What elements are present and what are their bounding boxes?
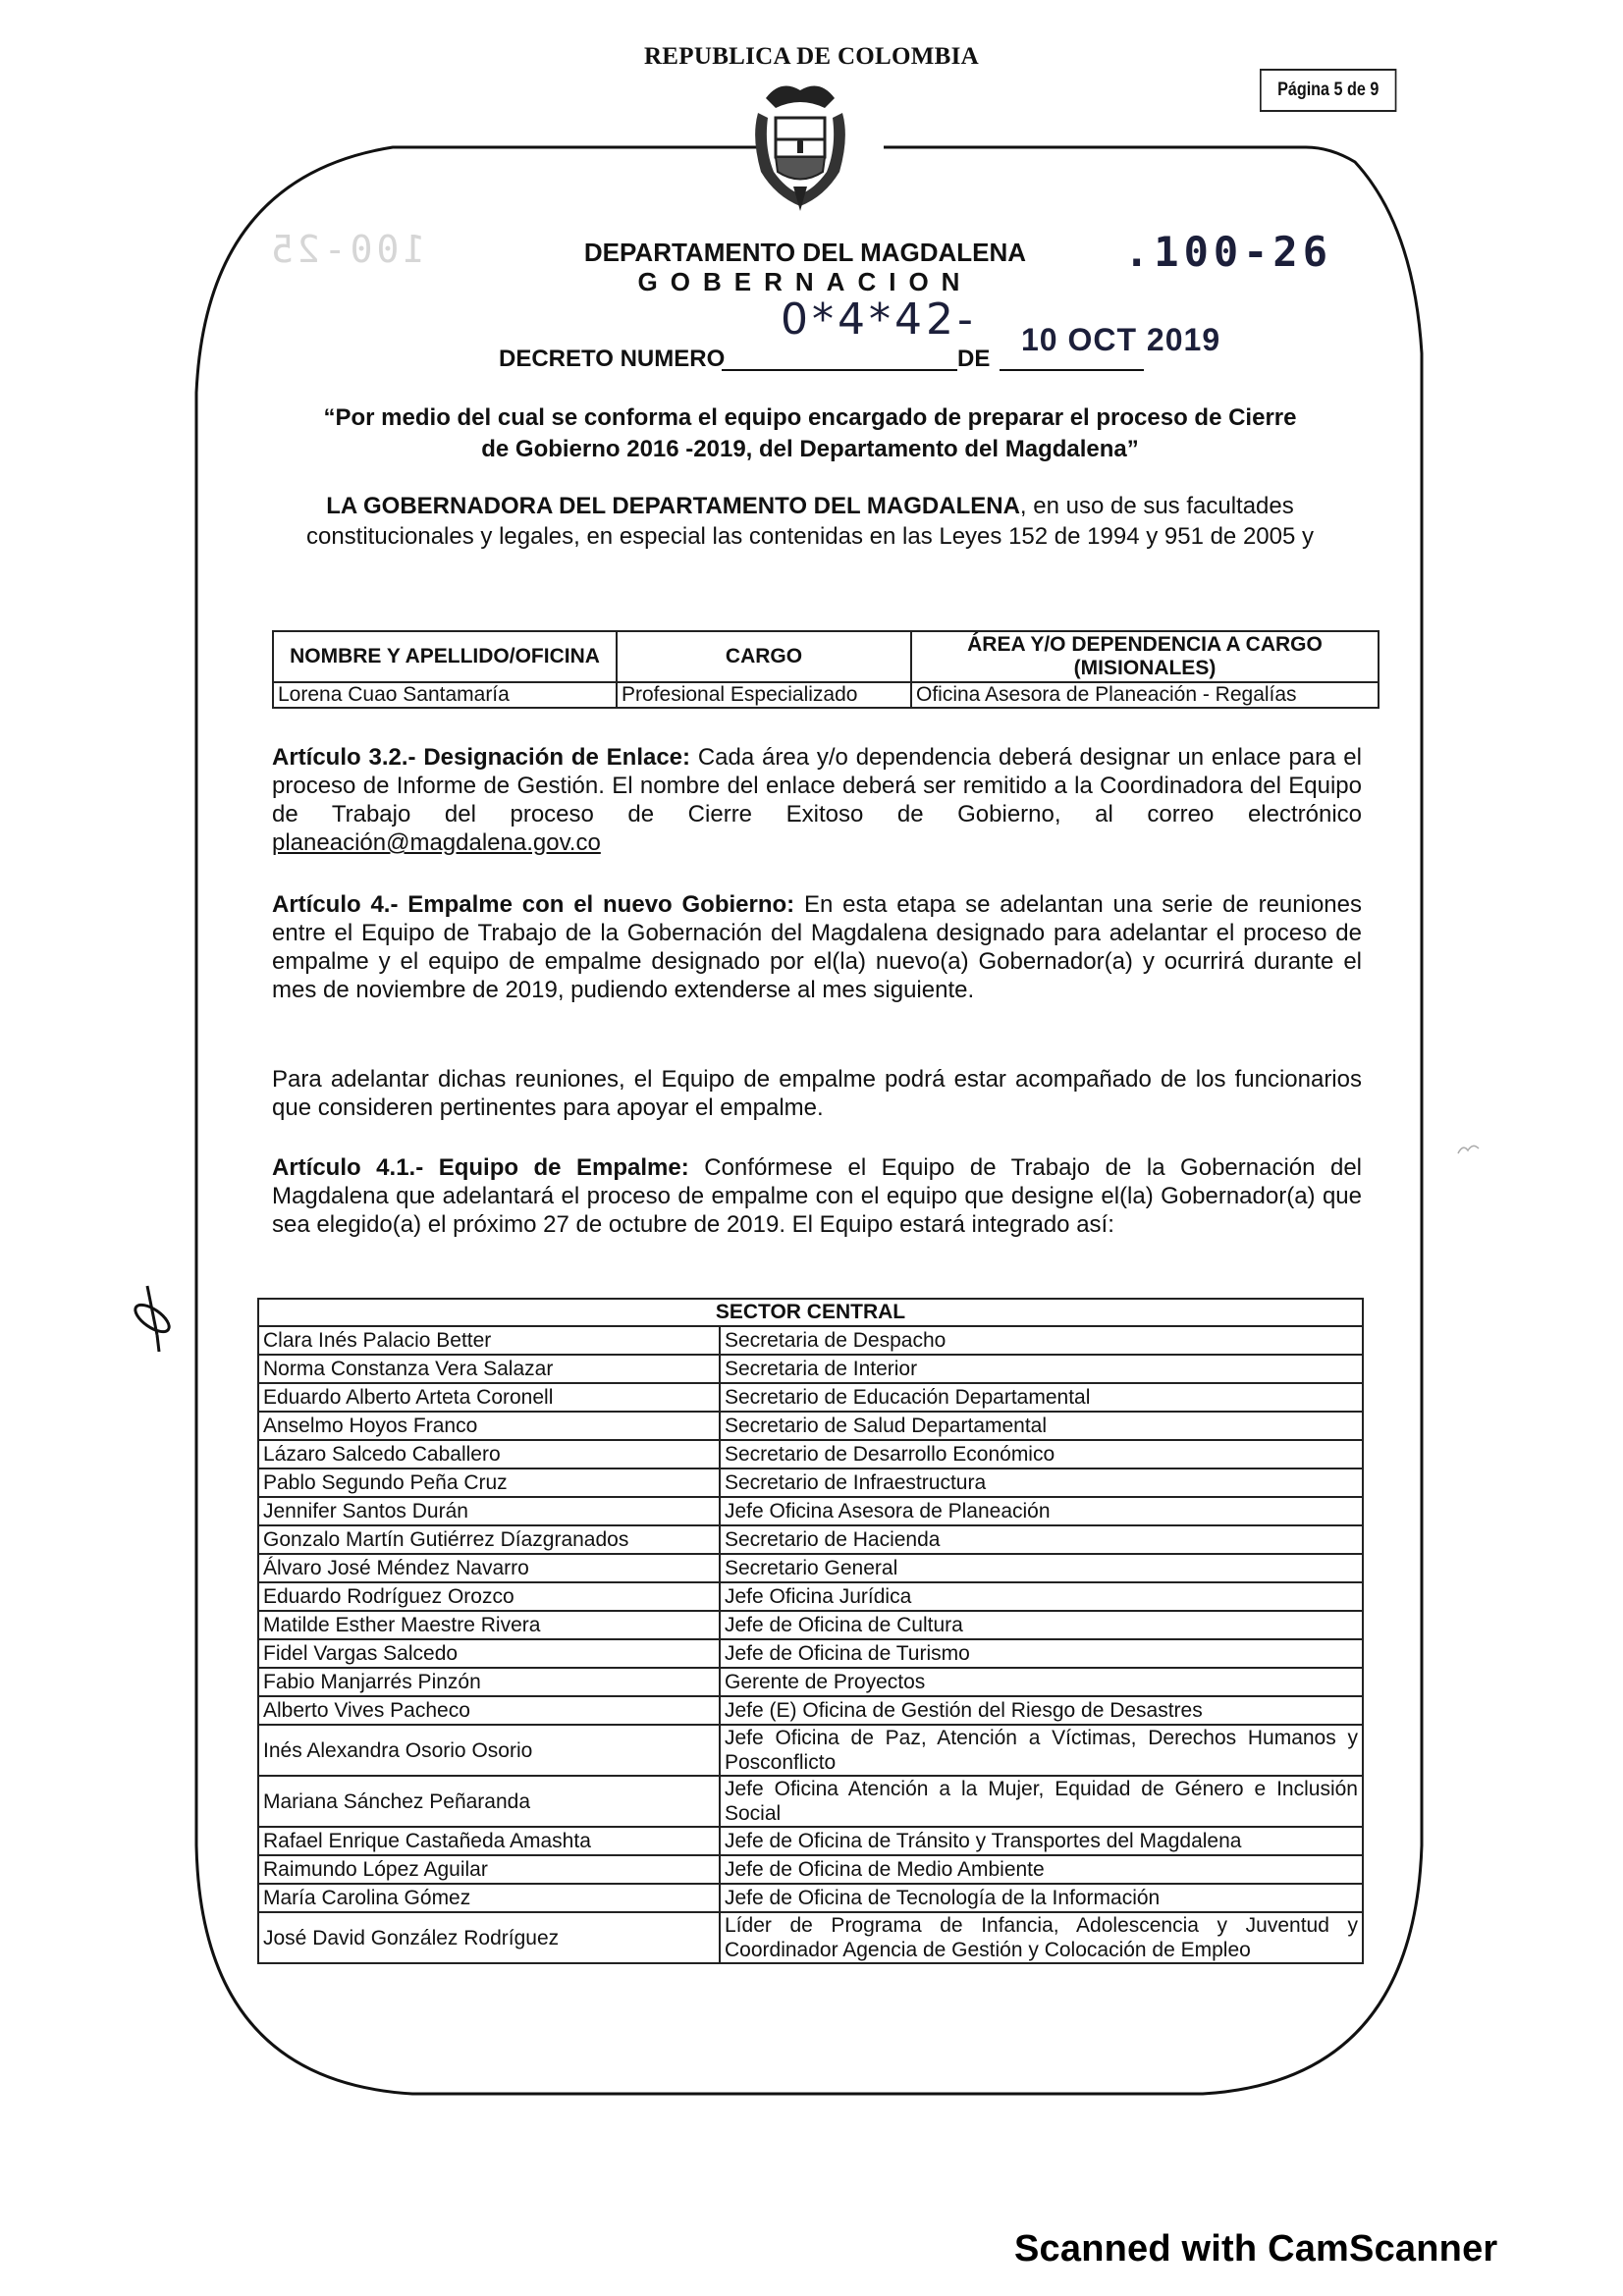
cell-member-role: Jefe de Oficina de Tecnología de la Información	[720, 1884, 1363, 1912]
table-row	[258, 1884, 1363, 1912]
cell-member-role: Secretario General	[720, 1554, 1363, 1582]
scanner-watermark: Scanned with CamScanner	[1014, 2228, 1498, 2269]
stray-pen-mark-icon	[1453, 1139, 1483, 1158]
cell-member-name: Eduardo Alberto Arteta Coronell	[258, 1383, 720, 1412]
article-text: Para adelantar dichas reuniones, el Equipo de empalme podrá estar acompañado de los funcionarios que consideren pertinentes para apoyar el empalme.	[272, 1066, 1362, 1121]
decree-date-label: DE	[957, 346, 991, 372]
preamble-authority: LA GOBERNADORA DEL DEPARTAMENTO DEL MAGDALENA	[326, 493, 1020, 519]
cell-member-role: Gerente de Proyectos	[720, 1668, 1363, 1696]
cell-member-role: Secretaria de Despacho	[720, 1326, 1363, 1355]
preamble-text: , en uso de sus facultades constitucionales y legales, en especial las contenidas en las Leyes 152 de 1994 y 951 de 2005 y	[305, 493, 1315, 550]
table-row	[258, 1440, 1363, 1468]
decree-number: 0*4*42-	[781, 294, 977, 345]
cell-member-role: Jefe de Oficina de Turismo	[720, 1639, 1363, 1668]
article-4-1	[272, 1153, 1362, 1239]
cell-member-name: Pablo Segundo Peña Cruz	[258, 1468, 720, 1497]
colombia-coat-of-arms-icon	[746, 79, 854, 211]
cell-member-name: Anselmo Hoyos Franco	[258, 1412, 720, 1440]
cell-member-role: Líder de Programa de Infancia, Adolescencia y Juventud y Coordinador Agencia de Gestión y Colocación de Empleo	[720, 1912, 1363, 1963]
team-table	[257, 1298, 1364, 1964]
cell-member-name: María Carolina Gómez	[258, 1884, 720, 1912]
cell-member-name: Norma Constanza Vera Salazar	[258, 1355, 720, 1383]
cell-member-role: Jefe (E) Oficina de Gestión del Riesgo de Desastres	[720, 1696, 1363, 1725]
table-row	[258, 1355, 1363, 1383]
cell-member-role: Jefe de Oficina de Medio Ambiente	[720, 1855, 1363, 1884]
cell-member-role: Secretario de Educación Departamental	[720, 1383, 1363, 1412]
cell-member-role: Secretario de Salud Departamental	[720, 1412, 1363, 1440]
article-4-paragraph-2	[272, 1065, 1362, 1122]
cell-member-name: Raimundo López Aguilar	[258, 1855, 720, 1884]
cell-member-role: Jefe Oficina Jurídica	[720, 1582, 1363, 1611]
table-row	[258, 1582, 1363, 1611]
column-header-name: NOMBRE Y APELLIDO/OFICINA	[273, 631, 617, 682]
page-indicator	[1260, 69, 1396, 112]
cell-member-name: José David González Rodríguez	[258, 1912, 720, 1963]
cell-member-name: Clara Inés Palacio Better	[258, 1326, 720, 1355]
table-row	[258, 1497, 1363, 1525]
cell-member-name: Gonzalo Martín Gutiérrez Díazgranados	[258, 1525, 720, 1554]
cell-member-role: Secretario de Hacienda	[720, 1525, 1363, 1554]
cell-member-role: Jefe de Oficina de Cultura	[720, 1611, 1363, 1639]
handwritten-initial-icon	[128, 1281, 187, 1360]
table-row	[258, 1855, 1363, 1884]
cell-name: Lorena Cuao Santamaría	[273, 682, 617, 708]
cell-area: Oficina Asesora de Planeación - Regalías	[911, 682, 1379, 708]
cell-member-name: Alberto Vives Pacheco	[258, 1696, 720, 1725]
stamp-number: .100-26	[1124, 228, 1333, 276]
table-row	[258, 1383, 1363, 1412]
decree-date: 10 OCT 2019	[1021, 322, 1221, 357]
article-3-2	[272, 743, 1362, 857]
table-row	[258, 1725, 1363, 1776]
cell-member-name: Lázaro Salcedo Caballero	[258, 1440, 720, 1468]
table-row	[258, 1776, 1363, 1827]
cell-member-name: Eduardo Rodríguez Orozco	[258, 1582, 720, 1611]
cell-member-role: Jefe Oficina Atención a la Mujer, Equidad de Género e Inclusión Social	[720, 1776, 1363, 1827]
table-row	[258, 1912, 1363, 1963]
column-header-cargo: CARGO	[617, 631, 911, 682]
column-header-area: ÁREA Y/O DEPENDENCIA A CARGO (MISIONALES)	[911, 631, 1379, 682]
cell-member-name: Inés Alexandra Osorio Osorio	[258, 1725, 720, 1776]
article-heading: Artículo 4.1.- Equipo de Empalme:	[272, 1154, 689, 1181]
cell-member-name: Fabio Manjarrés Pinzón	[258, 1668, 720, 1696]
table-row	[258, 1827, 1363, 1855]
cell-member-name: Rafael Enrique Castañeda Amashta	[258, 1827, 720, 1855]
table-row	[258, 1326, 1363, 1355]
cell-member-role: Jefe Oficina Asesora de Planeación	[720, 1497, 1363, 1525]
article-4	[272, 890, 1362, 1004]
table-row	[258, 1611, 1363, 1639]
table-row	[273, 682, 1379, 708]
ghost-stamp-bleedthrough: 100-25	[267, 228, 426, 271]
cell-member-name: Jennifer Santos Durán	[258, 1497, 720, 1525]
decree-title	[265, 402, 1355, 465]
decree-title-line-2: de Gobierno 2016 -2019, del Departamento del Magdalena”	[481, 436, 1139, 462]
decree-title-line-1: “Por medio del cual se conforma el equipo encargado de preparar el proceso de Cierre	[323, 404, 1297, 431]
decree-number-label: DECRETO NUMERO	[499, 346, 726, 372]
cell-member-role: Jefe de Oficina de Tránsito y Transportes del Magdalena	[720, 1827, 1363, 1855]
cell-member-role: Secretario de Desarrollo Económico	[720, 1440, 1363, 1468]
email-link[interactable]: planeación@magdalena.gov.co	[272, 829, 601, 856]
department-name: DEPARTAMENTO DEL MAGDALENA	[583, 238, 1027, 267]
table-header-row	[273, 631, 1379, 682]
table-row	[258, 1525, 1363, 1554]
cell-member-name: Álvaro José Méndez Navarro	[258, 1554, 720, 1582]
article-heading: Artículo 3.2.- Designación de Enlace:	[272, 744, 691, 771]
table-row	[258, 1412, 1363, 1440]
article-text: Confórmese el Equipo de Trabajo de la Gobernación del Magdalena que adelantará el proceso de empalme con el equipo que designe el(la) Gobernador(a) que sea elegido(a) el próximo 27 de octubre de 2019. El Equipo estará integrado así:	[272, 1154, 1363, 1238]
sector-header: SECTOR CENTRAL	[258, 1299, 1363, 1326]
cell-cargo: Profesional Especializado	[617, 682, 911, 708]
table-row	[258, 1668, 1363, 1696]
decree-date-line	[1000, 369, 1144, 371]
cell-member-role: Secretario de Infraestructura	[720, 1468, 1363, 1497]
article-text: Cada área y/o dependencia deberá designar un enlace para el proceso de Informe de Gestión. El nombre del enlace deberá ser remitido a la Coordinadora del Equipo de Trabajo del proceso de Cierre Exitoso de Gobierno, al correo electrónico	[272, 744, 1362, 828]
cell-member-name: Matilde Esther Maestre Rivera	[258, 1611, 720, 1639]
office-name: GOBERNACION	[637, 267, 973, 296]
table-header-row	[258, 1299, 1363, 1326]
article-heading: Artículo 4.- Empalme con el nuevo Gobierno:	[272, 891, 795, 918]
table-row	[258, 1468, 1363, 1497]
preamble	[265, 491, 1355, 552]
country-heading: REPUBLICA DE COLOMBIA	[643, 43, 980, 70]
table-row	[258, 1554, 1363, 1582]
page-indicator-text: Página 5 de 9	[1277, 80, 1380, 100]
table-row	[258, 1696, 1363, 1725]
cell-member-role: Jefe Oficina de Paz, Atención a Víctimas, Derechos Humanos y Posconflicto	[720, 1725, 1363, 1776]
cell-member-name: Fidel Vargas Salcedo	[258, 1639, 720, 1668]
cell-member-name: Mariana Sánchez Peñaranda	[258, 1776, 720, 1827]
cell-member-role: Secretaria de Interior	[720, 1355, 1363, 1383]
coordinator-table	[272, 630, 1380, 709]
article-text: En esta etapa se adelantan una serie de reuniones entre el Equipo de Trabajo de la Gobernación del Magdalena designado para adelantar el proceso de empalme y el equipo de empalme designado por el(la) nuevo(a) Gobernador(a) y ocurrirá durante el mes de noviembre de 2019, pudiendo extenderse al mes siguiente.	[272, 891, 1362, 1003]
decree-number-line	[722, 369, 957, 371]
table-row	[258, 1639, 1363, 1668]
